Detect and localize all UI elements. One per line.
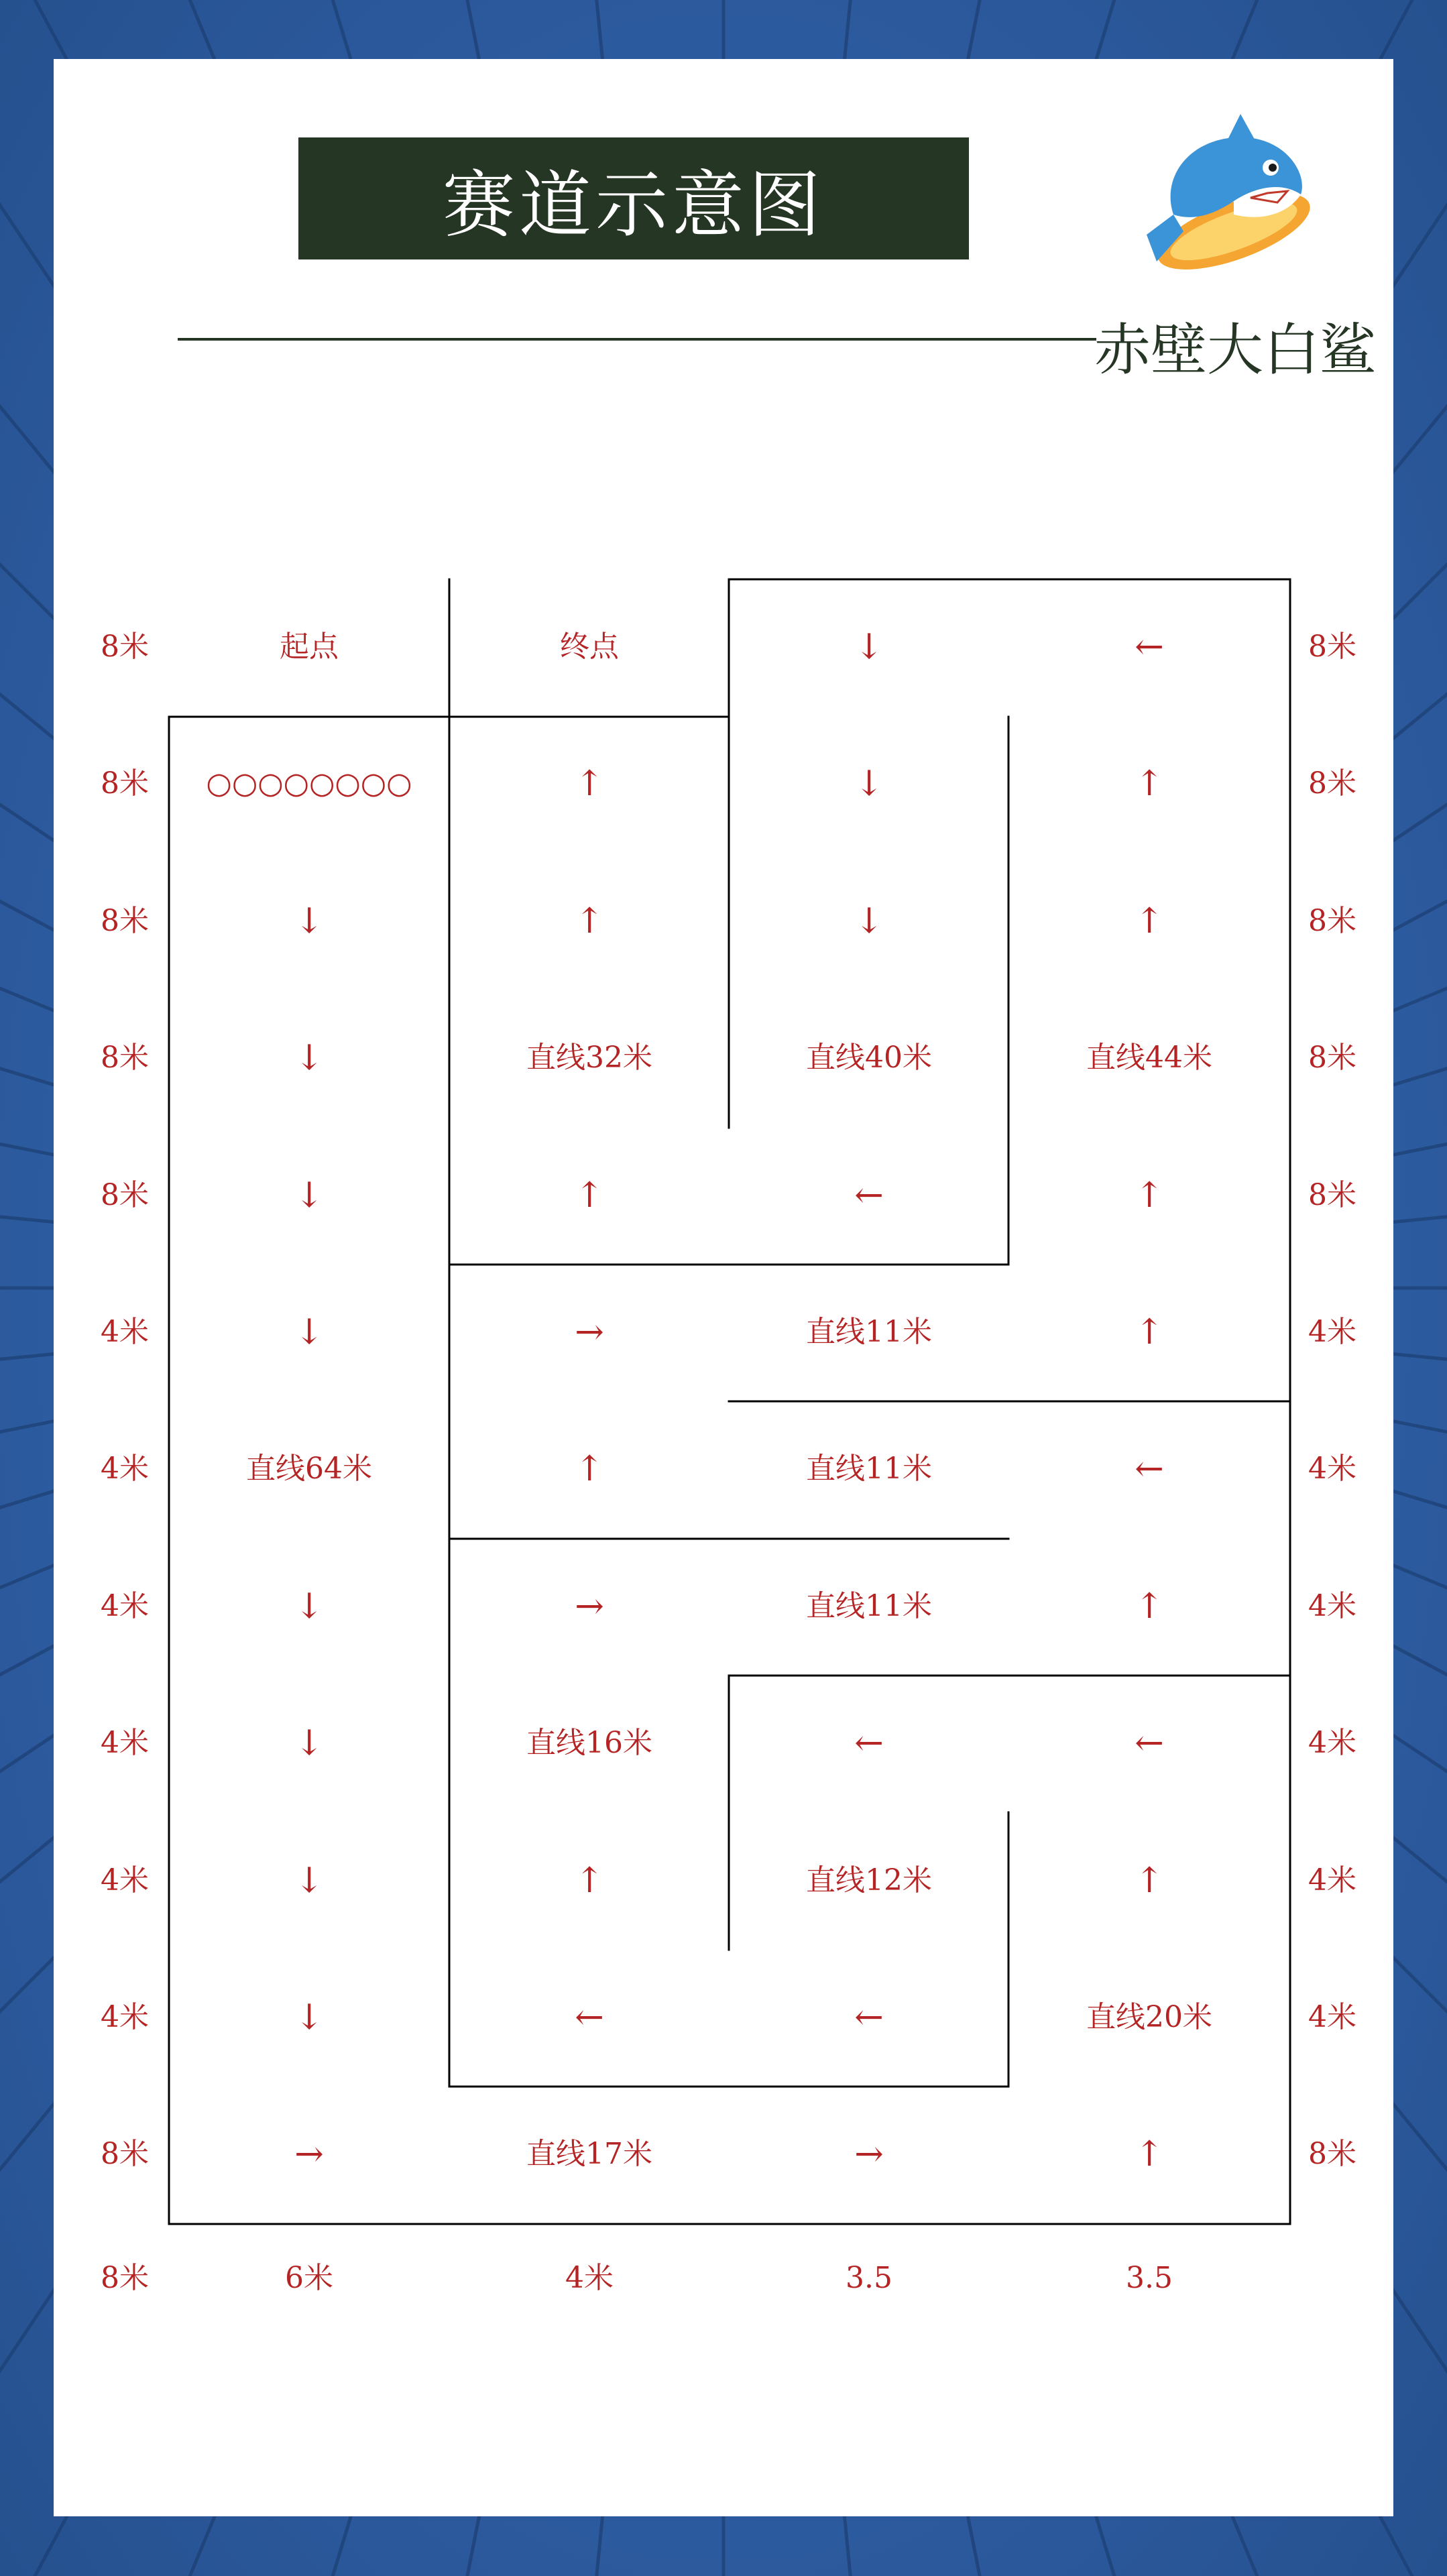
course-cell-label: 直线64米: [246, 1452, 372, 1486]
column-width-label: 4米: [565, 2261, 614, 2295]
direction-arrow: ↑: [1135, 2134, 1164, 2175]
direction-arrow: ←: [1135, 1449, 1164, 1490]
direction-arrow: ↑: [1135, 764, 1164, 805]
direction-arrow: →: [854, 2134, 884, 2175]
direction-arrow: ↓: [854, 764, 884, 805]
white-card: [54, 59, 1393, 2516]
row-width-right: 4米: [1308, 1588, 1356, 1623]
direction-arrow: ↓: [294, 1997, 324, 2038]
direction-arrow: ↑: [575, 1449, 604, 1490]
course-cell-label: 直线40米: [806, 1041, 932, 1075]
direction-arrow: ↑: [575, 900, 604, 941]
row-width-right: 8米: [1308, 1177, 1356, 1212]
row-width-left: 8米: [101, 1177, 149, 1212]
title-banner: [298, 137, 969, 259]
direction-arrow: ↓: [854, 627, 884, 667]
column-width-label: 3.5: [1126, 2261, 1173, 2295]
column-width-label: 3.5: [846, 2261, 892, 2295]
direction-arrow: ↓: [294, 1723, 324, 1764]
row-width-right: 4米: [1308, 2000, 1356, 2034]
row-width-left: 4米: [101, 1315, 149, 1349]
row-width-left: 8米: [101, 766, 149, 801]
direction-arrow: ↓: [854, 900, 884, 941]
direction-arrow: ←: [854, 1997, 884, 2038]
row-width-right: 8米: [1308, 903, 1356, 938]
row-width-right: 4米: [1308, 1863, 1356, 1897]
column-width-label: 6米: [285, 2261, 333, 2295]
course-cell-label: 直线12米: [806, 1863, 932, 1897]
row-width-right: 8米: [1308, 1041, 1356, 1075]
course-cell-label: 直线44米: [1086, 1041, 1212, 1075]
course-cell-label: 直线16米: [526, 1726, 652, 1761]
course-cell-label: 直线11米: [806, 1315, 932, 1349]
course-cell-label: 直线32米: [526, 1041, 652, 1075]
row-width-right: 4米: [1308, 1726, 1356, 1761]
course-cell-label: 直线11米: [806, 1452, 932, 1486]
course-cell-label: 终点: [560, 630, 619, 664]
direction-arrow: ↑: [1135, 1586, 1164, 1627]
direction-arrow: ↑: [575, 1860, 604, 1901]
row-width-left: 4米: [101, 1452, 149, 1486]
title-underline: [178, 338, 1096, 341]
row-width-left: 8米: [101, 1041, 149, 1075]
row-width-right: 4米: [1308, 1452, 1356, 1486]
row-width-left: 4米: [101, 1726, 149, 1761]
row-width-right: 8米: [1308, 766, 1356, 801]
direction-arrow: ←: [575, 1997, 604, 2038]
row-width-right: 4米: [1308, 1315, 1356, 1349]
direction-arrow: ←: [854, 1175, 884, 1216]
direction-arrow: ↓: [294, 1312, 324, 1352]
direction-arrow: ↑: [1135, 900, 1164, 941]
direction-arrow: →: [575, 1312, 604, 1352]
direction-arrow: ↓: [294, 1586, 324, 1627]
direction-arrow: ↑: [1135, 1175, 1164, 1216]
subtitle: 赤壁大白鲨: [1094, 317, 1377, 383]
direction-arrow: ↓: [294, 900, 324, 941]
row-width-left: 4米: [101, 1588, 149, 1623]
direction-arrow: ↓: [294, 1038, 324, 1079]
row-width-left: 8米: [101, 630, 149, 664]
direction-arrow: ↑: [1135, 1860, 1164, 1901]
row-width-left: 4米: [101, 2000, 149, 2034]
direction-arrow: ←: [1135, 1723, 1164, 1764]
course-cell-label: ○○○○○○○○: [206, 766, 412, 801]
course-cell-label: 起点: [280, 630, 339, 664]
row-width-left: 8米: [101, 903, 149, 938]
direction-arrow: ↓: [294, 1175, 324, 1216]
row-width-right: 8米: [1308, 630, 1356, 664]
direction-arrow: ↑: [575, 1175, 604, 1216]
direction-arrow: ←: [1135, 627, 1164, 667]
column-width-label: 8米: [101, 2261, 149, 2295]
direction-arrow: ↑: [1135, 1312, 1164, 1352]
course-cell-label: 直线11米: [806, 1588, 932, 1623]
row-width-left: 4米: [101, 1863, 149, 1897]
shark-surfboard-icon: [1133, 114, 1328, 288]
direction-arrow: ↓: [294, 1860, 324, 1901]
page-title: 赛道示意图: [442, 163, 825, 247]
direction-arrow: ←: [854, 1723, 884, 1764]
row-width-left: 8米: [101, 2137, 149, 2172]
direction-arrow: ↑: [575, 764, 604, 805]
course-cell-label: 直线20米: [1086, 2000, 1212, 2034]
direction-arrow: →: [575, 1586, 604, 1627]
course-cell-label: 直线17米: [526, 2137, 652, 2172]
row-width-right: 8米: [1308, 2137, 1356, 2172]
direction-arrow: →: [294, 2134, 324, 2175]
